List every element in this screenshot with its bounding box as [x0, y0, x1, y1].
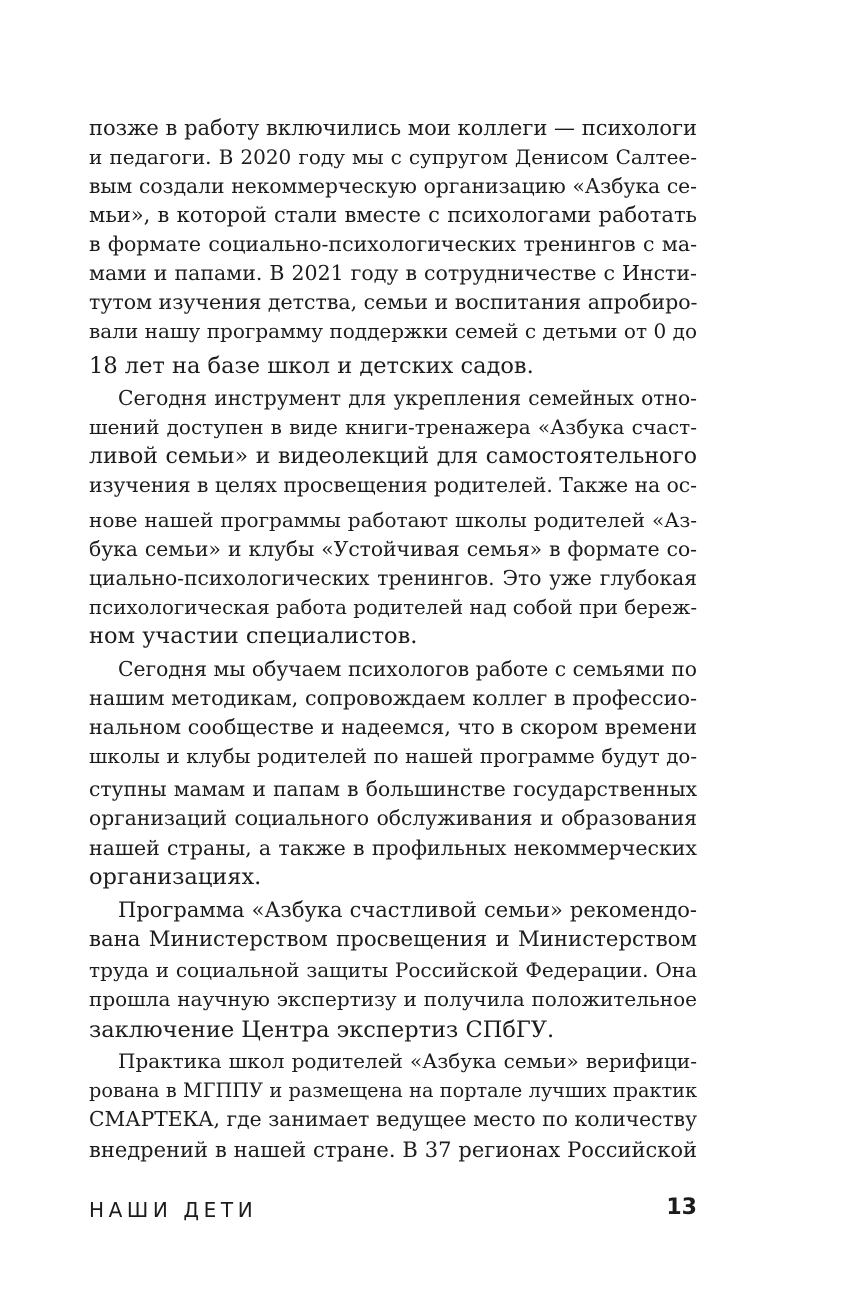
text-line: бука семьи» и клубы «Устойчивая семья» в формате со-: [89, 537, 697, 561]
text-line: шений доступен в виде книги-тренажера «Азбука счаст-: [89, 415, 697, 439]
paragraph-first-line: Программа «Азбука счастливой семьи» рекомендо-: [118, 898, 697, 922]
text-line: СМАРТЕКА, где занимает ведущее место по количеству: [89, 1107, 697, 1131]
paragraph-first-line: Сегодня инструмент для укрепления семейных отно-: [118, 386, 697, 410]
text-line: организаций социального обслуживания и образования: [89, 806, 697, 830]
text-line: вана Министерством просвещения и Министерством: [89, 927, 697, 952]
page-number: 13: [666, 1195, 697, 1220]
text-line: и педагоги. В 2020 году мы с супругом Денисом Салтее-: [89, 145, 697, 169]
text-line: тутом изучения детства, семьи и воспитания апробиро-: [89, 290, 698, 314]
text-line: заключение Центра экспертиз СПбГУ.: [89, 1017, 555, 1043]
text-line: внедрений в нашей стране. В 37 регионах Российской: [89, 1138, 697, 1162]
text-line: труда и социальной защиты Российской Федерации. Она: [89, 958, 697, 982]
text-line: рована в МГППУ и размещена на портале лучших практик: [89, 1079, 697, 1102]
paragraph-first-line: Практика школ родителей «Азбука семьи» верифици-: [118, 1049, 697, 1073]
paragraph-first-line: Сегодня мы обучаем психологов работе с семьями по: [118, 657, 697, 681]
text-line: организациях.: [89, 864, 262, 890]
text-line: ступны мамам и папам в большинстве государственных: [89, 777, 697, 801]
text-line: школы и клубы родителей по нашей программе будут до-: [89, 745, 697, 768]
running-title: НАШИ ДЕТИ: [89, 1198, 258, 1222]
text-line: 18 лет на базе школ и детских садов.: [89, 353, 534, 379]
text-line: вым создали некоммерческую организацию «Азбука се-: [89, 174, 697, 198]
text-line: нове нашей программы работают школы родителей «Аз-: [89, 508, 697, 532]
text-line: изучения в целях просвещения родителей. Также на ос-: [89, 473, 697, 497]
text-line: мами и папами. В 2021 году в сотрудничестве с Инсти-: [89, 261, 697, 285]
text-line: нашим методикам, сопровождаем коллег в профессио-: [89, 686, 697, 710]
text-line: прошла научную экспертизу и получила положительное: [89, 987, 697, 1011]
text-line: психологическая работа родителей над собой при береж-: [89, 596, 697, 619]
text-line: мьи», в которой стали вместе с психологами работать: [89, 203, 697, 227]
text-line: вали нашу программу поддержки семей с детьми от 0 до: [89, 319, 697, 343]
text-line: нальном сообществе и надеемся, что в скором времени: [89, 715, 697, 739]
text-line: нашей страны, а также в профильных некоммерческих: [89, 836, 697, 860]
text-line: циально-психологических тренингов. Это уже глубокая: [89, 566, 697, 590]
text-line: в формате социально-психологических тренингов с ма-: [89, 232, 697, 256]
text-line: позже в работу включились мои коллеги — психологи: [89, 116, 697, 140]
text-line: ливой семьи» и видеолекций для самостоятельного: [89, 444, 697, 469]
text-line: ном участии специалистов.: [89, 623, 418, 649]
